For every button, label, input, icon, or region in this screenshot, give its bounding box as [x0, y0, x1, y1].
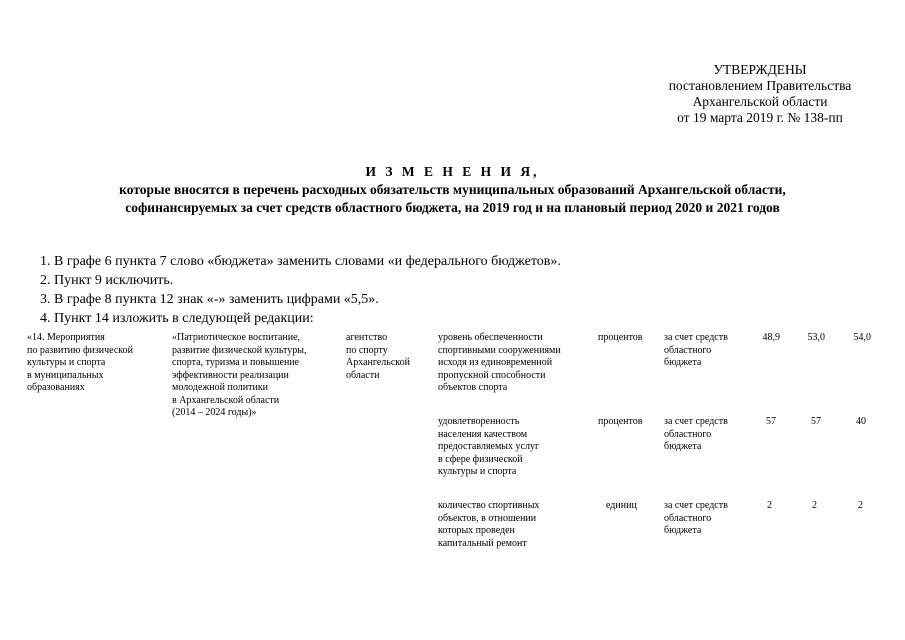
amendment-item: 1. В графе 6 пункта 7 слово «бюджета» заменить словами «и федерального бюджетов». — [40, 254, 561, 269]
table-cell-unit: процентов — [598, 416, 643, 427]
approval-line: постановлением Правительства — [668, 78, 852, 93]
table-cell-indicator: уровень обеспеченности спортивными сооружениями исходя из единовременной пропускной способности объектов спорта — [438, 332, 561, 393]
table-cell-source: за счет средств областного бюджета — [664, 500, 728, 536]
approval-date: от 19 марта 2019 г. № 138-пп — [677, 110, 843, 125]
heading-subtitle: которые вносятся в перечень расходных обязательств муниципальных образований Архангельской области, — [119, 182, 786, 197]
approval-title: УТВЕРЖДЕНЫ — [713, 62, 807, 77]
table-cell-unit: процентов — [598, 332, 643, 343]
table-cell-source: за счет средств областного бюджета — [664, 332, 728, 368]
table-cell-value-2019: 48,9 — [762, 332, 780, 343]
document-heading — [40, 163, 865, 217]
approval-block — [600, 62, 905, 126]
table-cell-indicator: удовлетворенность населения качеством предоставляемых услуг в сфере физической культуры и спорта — [438, 416, 540, 477]
amendment-list — [40, 252, 561, 328]
table-cell-value-2021: 54,0 — [853, 332, 871, 343]
table-cell-value-2021: 2 — [858, 500, 863, 511]
table-cell-value-2021: 40 — [856, 416, 866, 427]
table-cell-source: за счет средств областного бюджета — [664, 416, 728, 452]
amendment-item: 2. Пункт 9 исключить. — [40, 273, 174, 288]
table-cell-value-2019: 57 — [766, 416, 776, 427]
table-cell-agency: агентство по спорту Архангельской области — [346, 332, 410, 381]
table-cell-value-2020: 57 — [811, 416, 821, 427]
table-cell-program: «Патриотическое воспитание, развитие физической культуры, спорта, туризма и повышение эффективности реализации молодежной политики в Архангельской области (2014 – 2024 годы)» — [172, 332, 307, 418]
approval-line: Архангельской области — [692, 94, 828, 109]
document-title: И З М Е Н Е Н И Я, — [365, 164, 540, 179]
table-cell-value-2020: 53,0 — [807, 332, 825, 343]
amendment-item: 3. В графе 8 пункта 12 знак «-» заменить цифрами «5,5». — [40, 292, 379, 307]
amendment-item: 4. Пункт 14 изложить в следующей редакции: — [40, 311, 314, 326]
table-cell-value-2020: 2 — [812, 500, 817, 511]
heading-subtitle: софинансируемых за счет средств областного бюджета, на 2019 год и на плановый период 2020 и 2021 годов — [125, 200, 780, 215]
table-cell-obligation: «14. Мероприятия по развитию физической культуры и спорта в муниципальных образованиях — [27, 332, 133, 393]
table-cell-unit: единиц — [606, 500, 637, 511]
table-cell-value-2019: 2 — [767, 500, 772, 511]
table-cell-indicator: количество спортивных объектов, в отношении которых проведен капитальный ремонт — [438, 500, 540, 549]
